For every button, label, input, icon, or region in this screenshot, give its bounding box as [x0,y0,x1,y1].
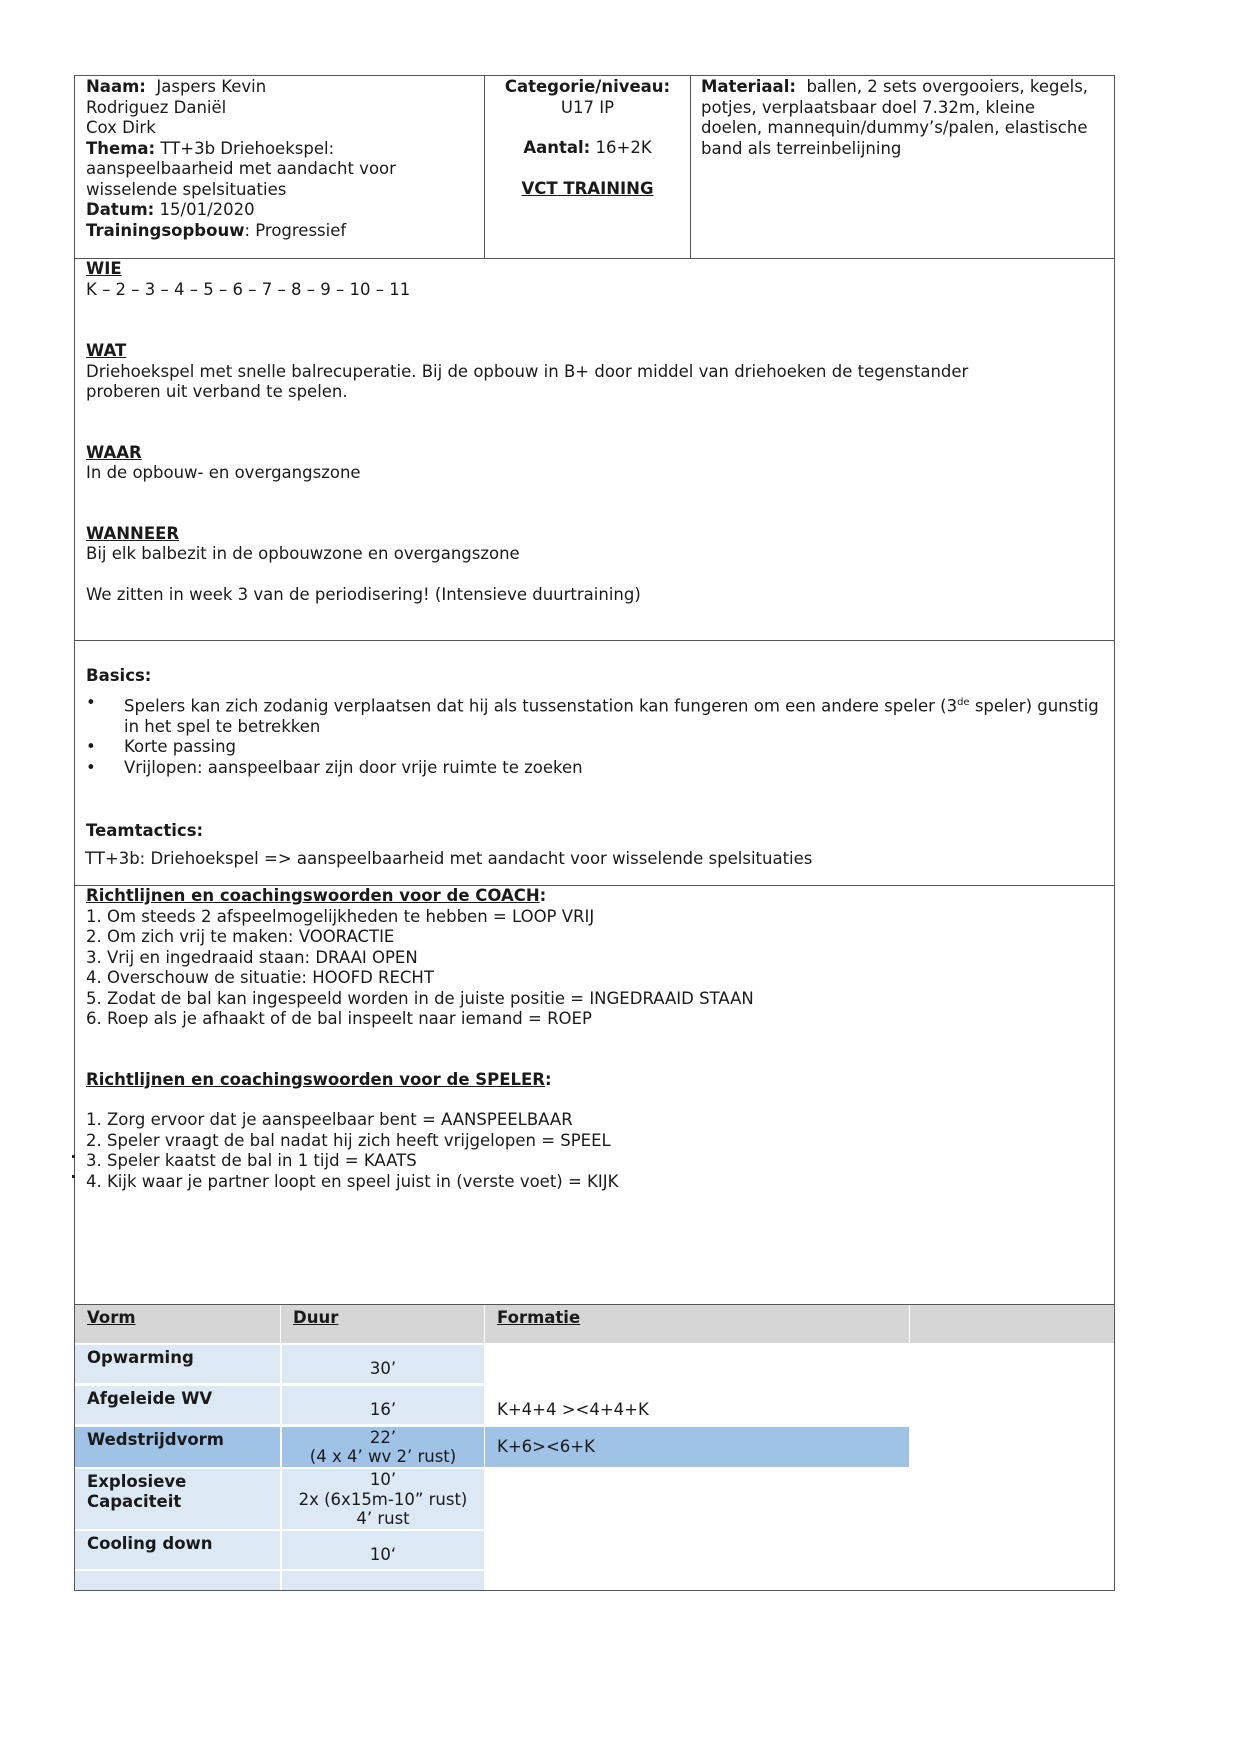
spacer [485,118,690,138]
name-3: Cox Dirk [86,118,156,137]
name-2: Rodriguez Daniël [86,97,227,117]
table-row: 10‘ [282,1531,484,1569]
table-row-empty [75,1571,280,1590]
basics-content [86,666,1106,869]
table-row: 16’ [282,1386,484,1424]
speler-item-1: 1. Zorg ervoor dat je aanspeelbaar bent = AANSPEELBAAR [86,1110,573,1129]
header-right-column [701,77,1088,159]
wanneer-text: Bij elk balbezit in de opbouwzone en overgangszone [86,544,520,563]
table-row-formatie: K+6><6+K [485,1427,909,1467]
header-left-column [86,77,396,241]
basics-item-3: • Vrijlopen: aanspeelbaar zijn door vrije ruimte te zoeken [86,758,1106,779]
wanneer-heading: WANNEER [86,523,180,543]
table-header-duur: Duur [281,1305,484,1343]
teamtactics-heading: Teamtactics: [86,821,204,840]
coach-item-2: 2. Om zich vrij te maken: VOORACTIE [86,927,395,946]
duur-line: 4’ rust [356,1509,410,1528]
duur-line: 22’ [369,1428,397,1447]
table-row: Cooling down [75,1531,280,1569]
basics-heading: Basics: [86,666,152,685]
speler-heading: Richtlijnen en coachingswoorden voor de SPELER: [86,1069,552,1089]
table-header-divider [484,1305,485,1343]
duur-line: 10’ [369,1470,397,1489]
coaching-content [86,886,754,1192]
materiaal-line-2: potjes, verplaatsbaar doel 7.32m, kleine [701,97,1035,117]
wanneer-note: We zitten in week 3 van de periodisering! (Intensieve duurtraining) [86,584,641,604]
stray-bullet-mark [72,1175,75,1178]
materiaal-line-4: band als terreinbelijning [701,138,902,158]
coach-heading: Richtlijnen en coachingswoorden voor de COACH: [86,886,547,905]
table-row: Wedstrijdvorm [75,1427,280,1467]
datum-line: Datum: 15/01/2020 [86,200,255,219]
header-middle-column [485,77,690,199]
table-row: Afgeleide WV [75,1386,280,1424]
wat-text-2: proberen uit verband te spelen. [86,382,348,401]
table-row: Opwarming [75,1345,280,1383]
spacer [485,159,690,179]
waar-heading: WAAR [86,442,142,462]
table-header-divider [280,1305,281,1343]
basics-item-1: • Spelers kan zich zodanig verplaatsen dat hij als tussenstation kan fungeren om een andere speler (3de speler) gunstig in het spel te betrekken [86,693,1106,738]
header-divider-2 [690,75,691,259]
duur-line: (4 x 4’ wv 2’ rust) [309,1447,457,1466]
table-header-divider [909,1305,910,1343]
table-header-vorm: Vorm [75,1305,280,1343]
stray-bullet-mark [72,1155,75,1158]
wat-heading: WAT [86,341,127,360]
training-label: VCT TRAINING [521,178,654,198]
wie-heading: WIE [86,259,122,278]
thema-line: Thema: TT+3b Driehoekspel: [86,138,335,158]
coach-item-3: 3. Vrij en ingedraaid staan: DRAAI OPEN [86,947,418,967]
materiaal-line-1: Materiaal: ballen, 2 sets overgooiers, kegels, [701,77,1089,96]
basics-list [86,693,1106,779]
coach-item-5: 5. Zodat de bal kan ingespeeld worden in de juiste positie = INGEDRAAID STAAN [86,988,754,1008]
naam-line: Naam: Jaspers Kevin [86,77,267,96]
speler-item-2: 2. Speler vraagt de bal nadat hij zich heeft vrijgelopen = SPEEL [86,1130,611,1150]
table-row-formatie: K+4+4 ><4+4+K [497,1400,649,1419]
teamtactics-text: TT+3b: Driehoekspel => aanspeelbaarheid met aandacht voor wisselende spelsituaties [85,848,813,868]
table-row-empty [282,1571,484,1590]
wwww-content [86,259,968,605]
table-row [282,1427,484,1467]
speler-item-4: 4. Kijk waar je partner loopt en speel juist in (verste voet) = KIJK [86,1171,619,1191]
materiaal-line-3: doelen, mannequin/dummy’s/palen, elastische [701,118,1088,137]
coach-item-6: 6. Roep als je afhaakt of de bal inspeelt naar iemand = ROEP [86,1009,592,1028]
categorie-value: U17 IP [560,97,615,117]
duur-line: 2x (6x15m-10” rust) [298,1489,468,1509]
aantal-line: Aantal: 16+2K [523,138,652,157]
coach-item-1: 1. Om steeds 2 afspeelmogelijkheden te hebben = LOOP VRIJ [86,906,595,926]
table-header-formatie: Formatie [485,1305,909,1343]
wie-text: K – 2 – 3 – 4 – 5 – 6 – 7 – 8 – 9 – 10 – 11 [86,279,411,299]
wat-text-1: Driehoekspel met snelle balrecuperatie. Bij de opbouw in B+ door middel van driehoeken de tegenstander [86,361,969,381]
table-header-empty [910,1305,1114,1343]
table-row [282,1469,484,1529]
opbouw-line: Trainingsopbouw: Progressief [86,220,347,240]
coach-item-4: 4. Overschouw de situatie: HOOFD RECHT [86,968,434,987]
thema-line-3: wisselende spelsituaties [86,179,287,199]
thema-line-2: aanspeelbaarheid met aandacht voor [86,159,396,178]
waar-text: In de opbouw- en overgangszone [86,463,361,482]
table-row: 30’ [282,1345,484,1383]
categorie-label: Categorie/niveau: [504,77,671,96]
speler-item-3: 3. Speler kaatst de bal in 1 tijd = KAATS [86,1151,417,1170]
table-row: Explosieve Capaciteit [75,1469,280,1529]
basics-item-2: • Korte passing [86,737,1106,758]
